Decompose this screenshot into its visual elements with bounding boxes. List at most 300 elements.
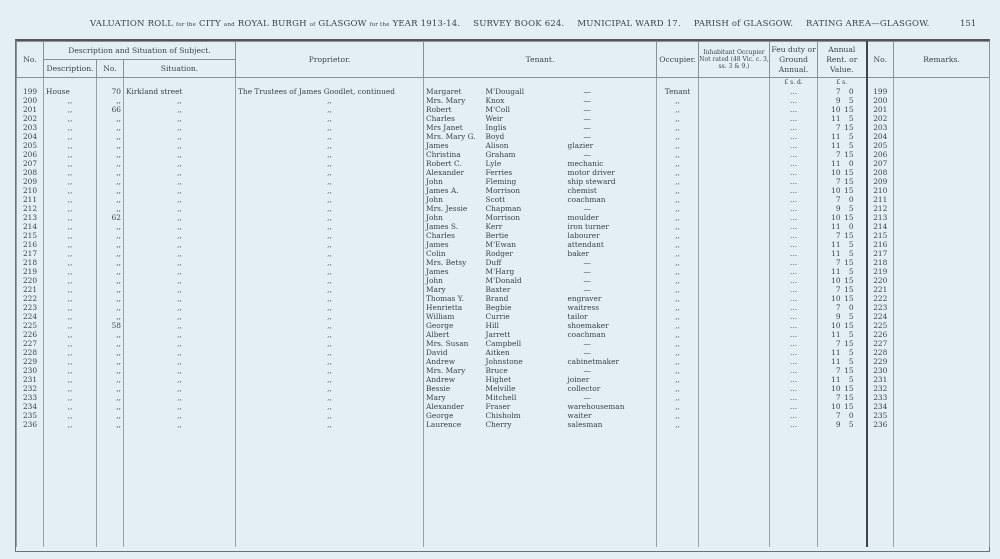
entry-no-right: 212 [867,204,894,213]
tenant-occupation: coachman [566,195,657,204]
annual-pounds: 7 [835,195,841,204]
house-no: ,, [97,204,124,213]
tenant-occupation: tailor [566,312,657,321]
entry-no: 207 [17,159,44,168]
proprietor: ,, [236,303,424,312]
description: ,, [44,411,97,420]
annual-shillings: 5 [848,267,854,276]
annual-value [818,303,867,312]
proprietor: ,, [236,384,424,393]
house-no: ,, [97,348,124,357]
feu-duty: ... [770,276,818,285]
situation: ,, [124,168,236,177]
annual-pounds: 7 [835,303,841,312]
feu-duty: ... [770,384,818,393]
inhabitant-occupier [699,150,770,159]
annual-value [818,222,867,231]
tenant-surname: M'Coll [485,105,510,114]
entry-no: 216 [17,240,44,249]
annual-value [818,168,867,177]
proprietor: ,, [236,114,424,123]
proprietor: ,, [236,249,424,258]
annual-shillings: 5 [848,204,854,213]
entry-no-right: 222 [867,294,894,303]
feu-duty: ... [770,204,818,213]
feu-duty: ... [770,105,818,114]
feu-duty: ... [770,339,818,348]
annual-shillings: 5 [848,240,854,249]
annual-pounds: 7 [835,339,841,348]
situation: ,, [124,123,236,132]
entry-no-right: 219 [867,267,894,276]
occupier: ,, [657,357,699,366]
annual-pounds: 7 [835,177,841,186]
tenant-surname: Aitken [485,348,510,357]
title-part: CITY [199,19,221,29]
tenant-surname: Morrison [485,186,520,195]
table-row [17,141,990,150]
annual-pounds: 10 [831,276,841,285]
tenant-surname: Melville [485,384,516,393]
entry-no-right: 232 [867,384,894,393]
table-row [17,384,990,393]
entry-no-right: 215 [867,231,894,240]
situation: ,, [124,294,236,303]
annual-shillings: 5 [848,375,854,384]
house-no: ,, [97,222,124,231]
proprietor: ,, [236,141,424,150]
entry-no-right: 231 [867,375,894,384]
inhabitant-occupier [699,258,770,267]
feu-duty: ... [770,141,818,150]
annual-pounds: 11 [831,348,841,357]
tenant-first-name: Bessie [424,384,484,393]
annual-shillings: 0 [848,411,854,420]
table-row [17,204,990,213]
tenant-first-name: Mary [424,285,484,294]
inhabitant-occupier [699,276,770,285]
entry-no-right: 229 [867,357,894,366]
feu-duty: ... [770,375,818,384]
inhabitant-occupier [699,357,770,366]
proprietor: ,, [236,267,424,276]
inhabitant-occupier [699,87,770,96]
table-row [17,186,990,195]
entry-no-right: 205 [867,141,894,150]
entry-no: 233 [17,393,44,402]
feu-duty: ... [770,132,818,141]
feu-duty: ... [770,150,818,159]
entry-no-right: 207 [867,159,894,168]
description: ,, [44,204,97,213]
title-part: VALUATION ROLL [90,19,174,29]
entry-no: 199 [17,87,44,96]
entry-no: 203 [17,123,44,132]
annual-shillings: 15 [844,321,854,330]
situation: ,, [124,375,236,384]
tenant-occupation: salesman [566,420,657,429]
tenant-first-name: Charles [424,114,484,123]
situation: ,, [124,240,236,249]
tenant-first-name: Margaret [424,87,484,96]
tenant-surname: Chapman [485,204,522,213]
feu-duty: ... [770,285,818,294]
feu-duty: ... [770,258,818,267]
proprietor: ,, [236,231,424,240]
tenant-first-name: James [424,240,484,249]
tenant-surname: Mitchell [485,393,517,402]
house-no: ,, [97,330,124,339]
annual-value [818,159,867,168]
annual-value [818,357,867,366]
municipal-ward: MUNICIPAL WARD 17. [577,19,681,29]
tenant-surname: M'Donald [485,276,522,285]
entry-no: 212 [17,204,44,213]
house-no: ,, [97,294,124,303]
table-row [17,357,990,366]
annual-value [818,195,867,204]
entry-no-right: 230 [867,366,894,375]
annual-value [818,150,867,159]
entry-no: 229 [17,357,44,366]
tenant-first-name: Albert [424,330,484,339]
entry-no-right: 233 [867,393,894,402]
annual-pounds: 7 [835,393,841,402]
description: ,, [44,258,97,267]
title-part: and [223,22,235,28]
occupier: ,, [657,204,699,213]
annual-value [818,240,867,249]
annual-value [818,312,867,321]
situation: ,, [124,411,236,420]
annual-shillings: 5 [848,420,854,429]
situation: ,, [124,186,236,195]
annual-shillings: 5 [848,357,854,366]
occupier: ,, [657,411,699,420]
title-part: of [309,22,316,28]
tenant-occupation: — [566,114,657,123]
entry-no-right: 208 [867,168,894,177]
entry-no: 235 [17,411,44,420]
tenant-surname: Graham [485,150,516,159]
table-row [17,87,990,96]
inhabitant-occupier [699,123,770,132]
tenant-first-name: James A. [424,186,484,195]
tenant-first-name: Mrs. Jessie [424,204,484,213]
entry-no-right: 224 [867,312,894,321]
tenant-surname: M'Dougall [485,87,525,96]
inhabitant-occupier [699,177,770,186]
description: ,, [44,177,97,186]
annual-pounds: 9 [835,204,841,213]
table-row [17,312,990,321]
table-row [17,195,990,204]
table-row [17,411,990,420]
entry-no: 222 [17,294,44,303]
description: ,, [44,114,97,123]
proprietor: ,, [236,402,424,411]
entry-no: 225 [17,321,44,330]
tenant-first-name: Mrs. Betsy [424,258,484,267]
annual-pounds: 10 [831,213,841,222]
occupier: ,, [657,276,699,285]
annual-pounds: 10 [831,321,841,330]
tenant-occupation: engraver [566,294,657,303]
annual-pounds: 9 [835,96,841,105]
inhabitant-occupier [699,186,770,195]
annual-shillings: 5 [848,330,854,339]
situation: ,, [124,114,236,123]
house-no: ,, [97,177,124,186]
situation: ,, [124,285,236,294]
annual-shillings: 5 [848,96,854,105]
table-row [17,294,990,303]
tenant-first-name: Mrs. Mary [424,96,484,105]
col-inhabitant-occupier: Inhabitant Occupier Not rated (48 Vic. c. 3, ss. 3 & 9.) [699,42,770,78]
col-situation: Situation. [124,60,236,78]
inhabitant-occupier [699,402,770,411]
occupier: ,, [657,195,699,204]
tenant-occupation: — [566,96,657,105]
annual-value [818,411,867,420]
annual-value [818,366,867,375]
table-row [17,213,990,222]
remarks [894,384,990,393]
col-proprietor: Proprietor. [236,42,424,78]
occupier: ,, [657,402,699,411]
description: ,, [44,384,97,393]
feu-duty: ... [770,312,818,321]
entry-no: 223 [17,303,44,312]
tenant-first-name: William [424,312,484,321]
entry-no-right: 202 [867,114,894,123]
entry-no: 224 [17,312,44,321]
tenant-occupation: attendant [566,240,657,249]
situation: ,, [124,159,236,168]
annual-shillings: 15 [844,177,854,186]
occupier: ,, [657,150,699,159]
situation: ,, [124,132,236,141]
description: ,, [44,339,97,348]
tenant-occupation: — [566,204,657,213]
inhabitant-occupier [699,105,770,114]
tenant-occupation: baker [566,249,657,258]
feu-duty: ... [770,159,818,168]
inhabitant-occupier [699,267,770,276]
entry-no: 221 [17,285,44,294]
house-no: ,, [97,195,124,204]
proprietor: ,, [236,168,424,177]
occupier: ,, [657,240,699,249]
annual-value [818,384,867,393]
title-part: YEAR 1913-14. [392,19,461,29]
remarks [894,393,990,402]
tenant-occupation: — [566,258,657,267]
entry-no: 227 [17,339,44,348]
remarks [894,168,990,177]
annual-value [818,267,867,276]
remarks [894,114,990,123]
tenant-first-name: Alexander [424,168,484,177]
tenant-surname: Lyle [485,159,502,168]
tenant-first-name: Mary [424,393,484,402]
col-annual-value: Annual Rent. or Value. [818,42,867,78]
tenant-surname: Jarrett [485,330,511,339]
situation: ,, [124,213,236,222]
tenant-surname: Weir [485,114,503,123]
entry-no-right: 228 [867,348,894,357]
occupier: ,, [657,114,699,123]
tenant-first-name: Mrs. Susan [424,339,484,348]
description: ,, [44,168,97,177]
annual-pounds: 11 [831,330,841,339]
description: ,, [44,231,97,240]
title-part: for the [369,22,390,28]
annual-pounds: 11 [831,141,841,150]
house-no: ,, [97,303,124,312]
description: ,, [44,267,97,276]
tenant-surname: Fleming [485,177,517,186]
occupier: ,, [657,267,699,276]
annual-shillings: 15 [844,366,854,375]
entry-no: 204 [17,132,44,141]
tenant-occupation: ship steward [566,177,657,186]
annual-shillings: 5 [848,141,854,150]
tenant-occupation: — [566,285,657,294]
annual-pounds: 7 [835,366,841,375]
entry-no-right: 227 [867,339,894,348]
table-row [17,231,990,240]
tenant-first-name: David [424,348,484,357]
occupier: ,, [657,168,699,177]
inhabitant-occupier [699,420,770,429]
proprietor: ,, [236,393,424,402]
feu-duty: ... [770,123,818,132]
description: ,, [44,132,97,141]
house-no: ,, [97,384,124,393]
house-no: ,, [97,339,124,348]
house-no: ,, [97,267,124,276]
rating-area: RATING AREA—GLASGOW. [806,19,930,29]
tenant-first-name: John [424,195,484,204]
entry-no-right: 218 [867,258,894,267]
tenant-surname: Bertie [485,231,509,240]
entry-no: 217 [17,249,44,258]
entry-no-right: 236 [867,420,894,429]
entry-no: 213 [17,213,44,222]
feu-duty: ... [770,186,818,195]
tenant-surname: Begbie [485,303,512,312]
occupier: ,, [657,231,699,240]
remarks [894,222,990,231]
tenant-first-name: James [424,141,484,150]
entry-no-right: 203 [867,123,894,132]
entry-no-right: 199 [867,87,894,96]
tenant-first-name: Mrs. Mary [424,366,484,375]
entry-no: 214 [17,222,44,231]
tenant-occupation: — [566,393,657,402]
proprietor: ,, [236,186,424,195]
entry-no-right: 201 [867,105,894,114]
occupier: ,, [657,348,699,357]
annual-shillings: 15 [844,258,854,267]
entry-no: 228 [17,348,44,357]
inhabitant-occupier [699,222,770,231]
annual-value [818,321,867,330]
tenant-first-name: John [424,276,484,285]
proprietor: ,, [236,339,424,348]
proprietor: ,, [236,411,424,420]
situation: Kirkland street [124,87,236,96]
feu-units: £ s. d. [770,78,818,88]
annual-value [818,339,867,348]
feu-duty: ... [770,357,818,366]
feu-duty: ... [770,231,818,240]
house-no: ,, [97,240,124,249]
occupier: ,, [657,393,699,402]
entry-no-right: 211 [867,195,894,204]
annual-value [818,231,867,240]
remarks [894,321,990,330]
remarks [894,150,990,159]
table-row [17,267,990,276]
parish: PARISH of GLASGOW. [693,19,794,29]
situation: ,, [124,231,236,240]
description: ,, [44,123,97,132]
entry-no: 208 [17,168,44,177]
annual-shillings: 15 [844,105,854,114]
situation: ,, [124,105,236,114]
situation: ,, [124,141,236,150]
tenant-occupation: shoemaker [566,321,657,330]
table-row [17,105,990,114]
feu-duty: ... [770,267,818,276]
tenant-occupation: glazier [566,141,657,150]
annual-shillings: 15 [844,384,854,393]
tenant-occupation: cabinetmaker [566,357,657,366]
house-no: ,, [97,402,124,411]
tenant-occupation: moulder [566,213,657,222]
annual-shillings: 5 [848,249,854,258]
table-row [17,114,990,123]
annual-pounds: 11 [831,249,841,258]
proprietor: The Trustees of James Goodlet, continued [236,87,424,96]
feu-duty: ... [770,294,818,303]
feu-duty: ... [770,321,818,330]
col-feu-duty: Feu duty or Ground Annual. [770,42,818,78]
situation: ,, [124,330,236,339]
occupier: ,, [657,105,699,114]
proprietor: ,, [236,96,424,105]
remarks [894,195,990,204]
house-no: ,, [97,231,124,240]
annual-value [818,204,867,213]
tenant-surname: Rodger [485,249,513,258]
tenant-first-name: Christina [424,150,484,159]
remarks [894,204,990,213]
tenant-surname: M'Harg [485,267,515,276]
tenant-surname: Inglis [485,123,507,132]
tenant-surname: Brand [485,294,509,303]
tenant-occupation: chemist [566,186,657,195]
entry-no-right: 226 [867,330,894,339]
proprietor: ,, [236,348,424,357]
annual-pounds: 7 [835,231,841,240]
entry-no-right: 217 [867,249,894,258]
house-no: ,, [97,375,124,384]
inhabitant-occupier [699,321,770,330]
occupier: ,, [657,303,699,312]
